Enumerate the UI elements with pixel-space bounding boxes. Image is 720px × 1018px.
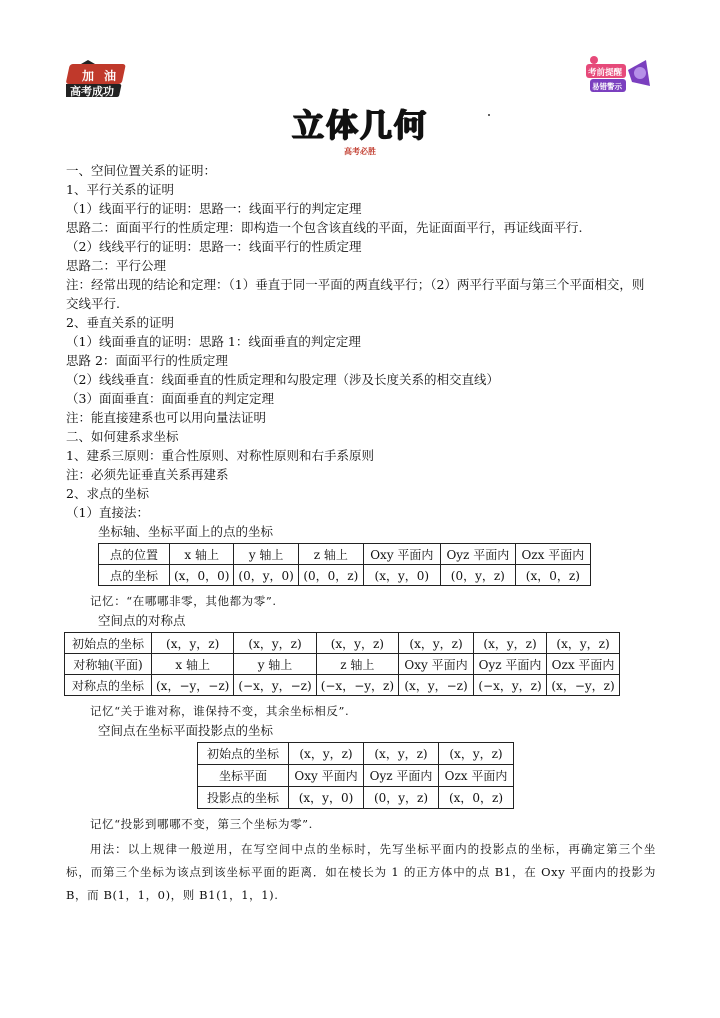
table-row [65, 633, 620, 654]
table-cell: (x，−y，z) [547, 675, 620, 696]
decorative-dot [488, 114, 490, 116]
table-cell: 对称轴(平面) [65, 654, 152, 675]
table-cell: z 轴上 [316, 654, 398, 675]
table-cell: (x，0，z) [439, 787, 514, 809]
table-cell: Ozx 平面内 [515, 544, 590, 565]
table-cell: 初始点的坐标 [198, 743, 289, 765]
page-subtitle: 高考必胜 [344, 147, 376, 156]
table-cell: (x，y，z) [439, 743, 514, 765]
table-cell: (−x，−y，z) [316, 675, 398, 696]
table-cell: (x，−y，−z) [152, 675, 234, 696]
logo-text-1: 加 [82, 69, 95, 83]
memo-text: 记忆“关于谁对称，谁保持不变，其余坐标相反”. [90, 704, 350, 718]
text-line: （2）线线平行的证明：思路一：线面平行的性质定理 [66, 239, 362, 254]
text-line: （1）线面垂直的证明：思路 1：线面垂直的判定定理 [66, 334, 361, 349]
table-cell: (x，y，0) [289, 787, 364, 809]
table-cell: (0，y，z) [440, 565, 515, 586]
logo-text-3: 高考成功 [70, 85, 114, 98]
gaokao-logo-left [66, 54, 132, 100]
graduation-cap-icon [66, 54, 132, 100]
table-row [198, 787, 514, 809]
text-line: （3）面面垂直：面面垂直的判定定理 [66, 391, 274, 406]
text-line: 坐标轴、坐标平面上的点的坐标 [98, 524, 274, 539]
projection-point-table [197, 742, 514, 809]
table-cell: 对称点的坐标 [65, 675, 152, 696]
text-line: 思路二：平行公理 [66, 258, 167, 273]
text-line: 思路二：面面平行的性质定理：即构造一个包含该直线的平面，先证面面平行，再证线面平行. [66, 220, 583, 235]
memo-text: 记忆“投影到哪哪不变，第三个坐标为零”. [90, 817, 313, 831]
section-heading: 空间点在坐标平面投影点的坐标 [98, 723, 274, 738]
table-row [198, 765, 514, 787]
table-cell: (0，0，z) [298, 565, 363, 586]
table-cell: Oxy 平面内 [289, 765, 364, 787]
text-line: 1、平行关系的证明 [66, 182, 174, 197]
table-cell: 投影点的坐标 [198, 787, 289, 809]
table-cell: Ozx 平面内 [547, 654, 620, 675]
table-cell: 初始点的坐标 [65, 633, 152, 654]
text-line: 1、建系三原则：重合性原则、对称性原则和右手系原则 [66, 448, 374, 463]
text-line: （2）线线垂直：线面垂直的性质定理和勾股定理（涉及长度关系的相交直线） [66, 372, 499, 387]
text-line: （1）直接法： [66, 505, 149, 520]
text-line: 二、如何建系求坐标 [66, 429, 179, 444]
megaphone-icon [584, 52, 656, 104]
table-cell: (0，y，0) [234, 565, 298, 586]
table-row [65, 654, 620, 675]
logo-right-text-1: 考前提醒 [588, 68, 623, 78]
text-line: 2、垂直关系的证明 [66, 315, 174, 330]
text-line: 注：能直接建系也可以用向量法证明 [66, 410, 267, 425]
table-cell: 点的位置 [99, 544, 170, 565]
symmetric-point-table [64, 632, 620, 696]
table-cell: (−x，y，z) [474, 675, 547, 696]
logo-right-text-2: 易错警示 [592, 82, 622, 91]
table-cell: (x，y，z) [234, 633, 316, 654]
table-cell: x 轴上 [152, 654, 234, 675]
table-cell: (x，y，0) [363, 565, 440, 586]
page-title: 立体几何 [291, 106, 428, 144]
table-cell: x 轴上 [170, 544, 234, 565]
section-heading: 空间点的对称点 [98, 613, 186, 628]
table-cell: y 轴上 [234, 544, 298, 565]
table-cell: (0，y，z) [364, 787, 439, 809]
logo-text-2: 油 [104, 69, 117, 83]
table-cell: (x，0，z) [515, 565, 590, 586]
text-line: 2、求点的坐标 [66, 486, 149, 501]
text-line: 注：必须先证垂直关系再建系 [66, 467, 229, 482]
table-cell: (x，y，−z) [399, 675, 474, 696]
table-row [65, 675, 620, 696]
table-cell: Ozx 平面内 [439, 765, 514, 787]
axis-coordinate-table [98, 543, 591, 586]
table-cell: (x，y，z) [547, 633, 620, 654]
table-row [99, 544, 591, 565]
usage-paragraph: 用法：以上规律一般逆用，在写空间中点的坐标时，先写坐标平面内的投影点的坐标，再确定第三个坐标，而第三个坐标为该点到该坐标平面的距离．如在棱长为 1 的正方体中的点 B1，在 Oxy 平面内的投影为 B，而 B(1，1，0)，则 B1(1，1，1). [66, 842, 656, 902]
table-cell: Oyz 平面内 [440, 544, 515, 565]
text-paragraph: 注：经常出现的结论和定理：（1）垂直于同一平面的两直线平行；（2）两平行平面与第三个平面相交，则交线平行. [66, 277, 645, 311]
document-body [66, 161, 656, 907]
memo-text: 记忆：“在哪哪非零，其他都为零”. [90, 594, 277, 608]
text-line: 一、空间位置关系的证明： [66, 163, 217, 178]
table-cell: z 轴上 [298, 544, 363, 565]
text-line: 思路 2：面面平行的性质定理 [66, 353, 228, 368]
table-cell: (x，0，0) [170, 565, 234, 586]
table-cell: Oxy 平面内 [399, 654, 474, 675]
table-row [198, 743, 514, 765]
reminder-logo-right [584, 52, 656, 104]
table-cell: Oyz 平面内 [474, 654, 547, 675]
table-cell: (x，y，z) [316, 633, 398, 654]
table-cell: y 轴上 [234, 654, 316, 675]
table-cell: (x，y，z) [364, 743, 439, 765]
table-row [99, 565, 591, 586]
table-cell: (−x，y，−z) [234, 675, 316, 696]
table-cell: 坐标平面 [198, 765, 289, 787]
table-cell: (x，y，z) [152, 633, 234, 654]
table-cell: (x，y，z) [399, 633, 474, 654]
table-cell: Oxy 平面内 [363, 544, 440, 565]
table-cell: (x，y，z) [289, 743, 364, 765]
text-line: （1）线面平行的证明：思路一：线面平行的判定定理 [66, 201, 362, 216]
table-cell: Oyz 平面内 [364, 765, 439, 787]
table-cell: 点的坐标 [99, 565, 170, 586]
table-cell: (x，y，z) [474, 633, 547, 654]
